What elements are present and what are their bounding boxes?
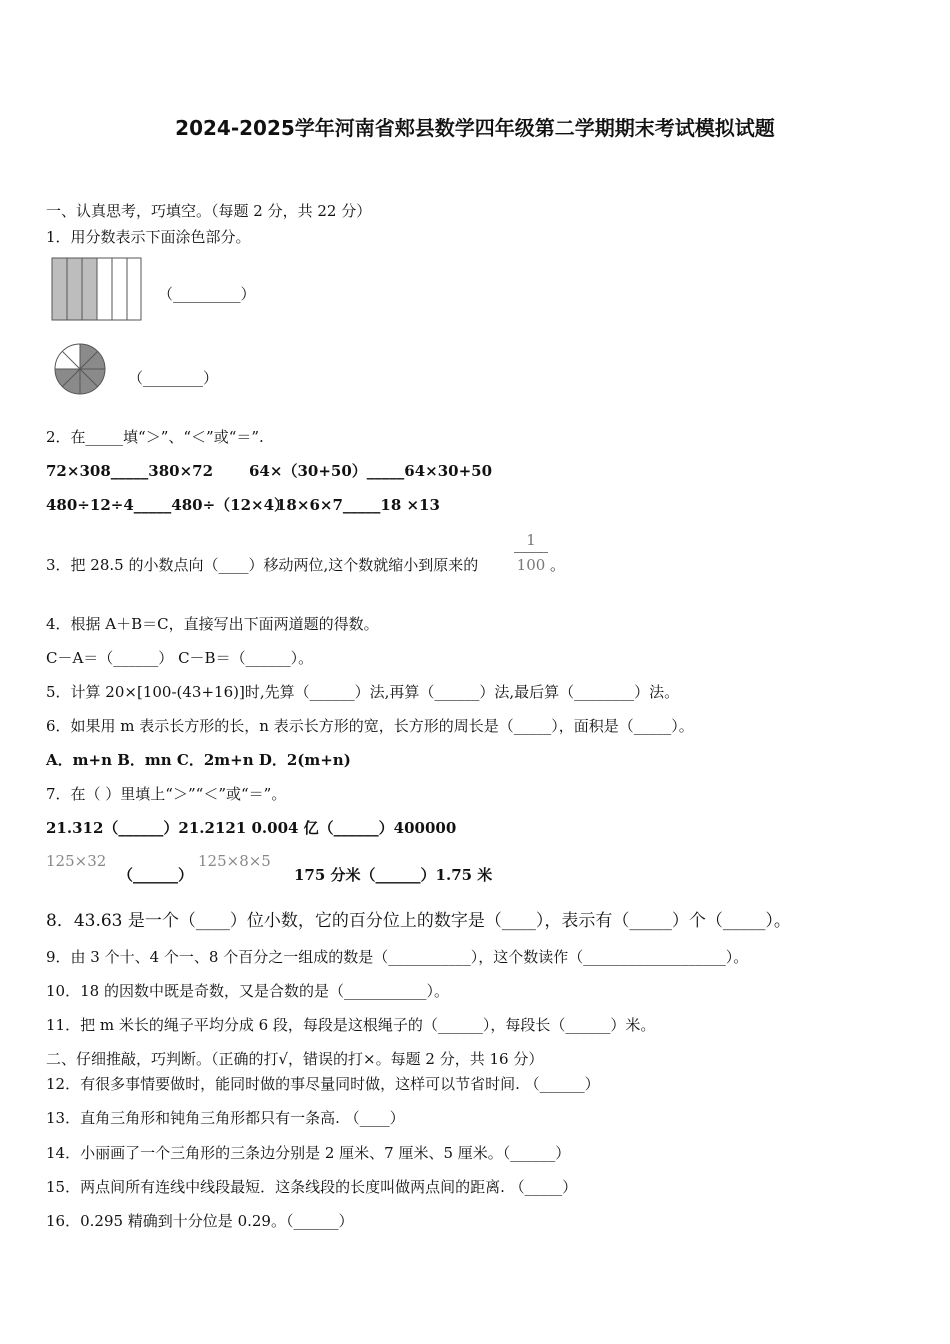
q7-text: 7．在（ ）里填上“＞”“＜”或“＝”。: [46, 785, 287, 803]
q2-row1-b: 64×（30+50）_____64×30+50: [249, 462, 493, 480]
q3-fraction-denominator: 100: [516, 556, 546, 574]
q4-text: 4．根据 A＋B＝C，直接写出下面两道题的得数。: [46, 615, 379, 633]
q1-blank-b[interactable]: （________）: [128, 369, 219, 387]
q6-text: 6．如果用 m 表示长方形的长，n 表示长方形的宽，长方形的周长是（_____），面积是（_____）。: [46, 717, 694, 735]
q1-text: 1．用分数表示下面涂色部分。: [46, 228, 251, 246]
q7-tail: 175 分米（______）1.75 米: [294, 866, 493, 884]
q6-options: A．m+n B．mn C．2m+n D．2(m+n): [46, 751, 351, 769]
q12-text: 12．有很多事情要做时，能同时做的事尽量同时做，这样可以节省时间. （______）: [46, 1075, 600, 1093]
shaded-circle-figure: [52, 341, 108, 397]
q2-row2-a: 480÷12÷4_____480÷（12×4）: [46, 496, 290, 514]
fraction-bar: [514, 552, 548, 553]
q3-fraction: [514, 530, 548, 575]
q7-row1: 21.312（______）21.2121 0.004 亿（______）400000: [46, 819, 457, 837]
q14-text: 14．小丽画了一个三角形的三条边分别是 2 厘米、7 厘米、5 厘米。（______）: [46, 1144, 571, 1162]
q13-text: 13．直角三角形和钝角三角形都只有一条高. （____）: [46, 1109, 405, 1127]
section1-heading: 一、认真思考，巧填空。（每题 2 分，共 22 分）: [46, 202, 372, 220]
q1-blank-a[interactable]: （_________）: [158, 285, 256, 303]
shaded-rectangle-figure: [51, 257, 143, 321]
q3-end: 。: [550, 556, 566, 574]
q7-expr-a: 125×32: [46, 852, 107, 870]
q8-text: 8．43.63 是一个（____）位小数，它的百分位上的数字是（____），表示有（_____）个（_____）。: [46, 911, 791, 931]
page-title: 2024-2025学年河南省郏县数学四年级第二学期期末考试模拟试题: [175, 116, 775, 140]
q3-text: 3．把 28.5 的小数点向（____）移动两位,这个数就缩小到原来的: [46, 556, 479, 574]
q7-expr-b: 125×8×5: [198, 852, 271, 870]
q11-text: 11．把 m 米长的绳子平均分成 6 段，每段是这根绳子的（______），每段长（______）米。: [46, 1016, 656, 1034]
q2-row2-b: 18×6×7_____18 ×13: [276, 496, 440, 514]
q5-text: 5．计算 20×[100-(43+16)]时,先算（______）法,再算（______）法,最后算（________）法。: [46, 683, 680, 701]
q7-blank[interactable]: （______）: [118, 866, 194, 884]
q16-text: 16．0.295 精确到十分位是 0.29。（______）: [46, 1212, 354, 1230]
q2-text: 2．在_____填“＞”、“＜”或“＝”.: [46, 428, 264, 446]
q9-text: 9．由 3 个十、4 个一、8 个百分之一组成的数是（___________），这个数读作（___________________）。: [46, 948, 749, 966]
q10-text: 10．18 的因数中既是奇数，又是合数的是（___________）。: [46, 982, 449, 1000]
q15-text: 15．两点间所有连线中线段最短．这条线段的长度叫做两点间的距离. （_____）: [46, 1178, 578, 1196]
section2-heading: 二、仔细推敲，巧判断。（正确的打√，错误的打×。每题 2 分，共 16 分）: [46, 1050, 544, 1068]
q3-fraction-numerator: 1: [526, 531, 536, 549]
q4-sub: C－A＝（______） C－B＝（______）。: [46, 649, 314, 667]
q2-row1-a: 72×308_____380×72: [46, 462, 214, 480]
